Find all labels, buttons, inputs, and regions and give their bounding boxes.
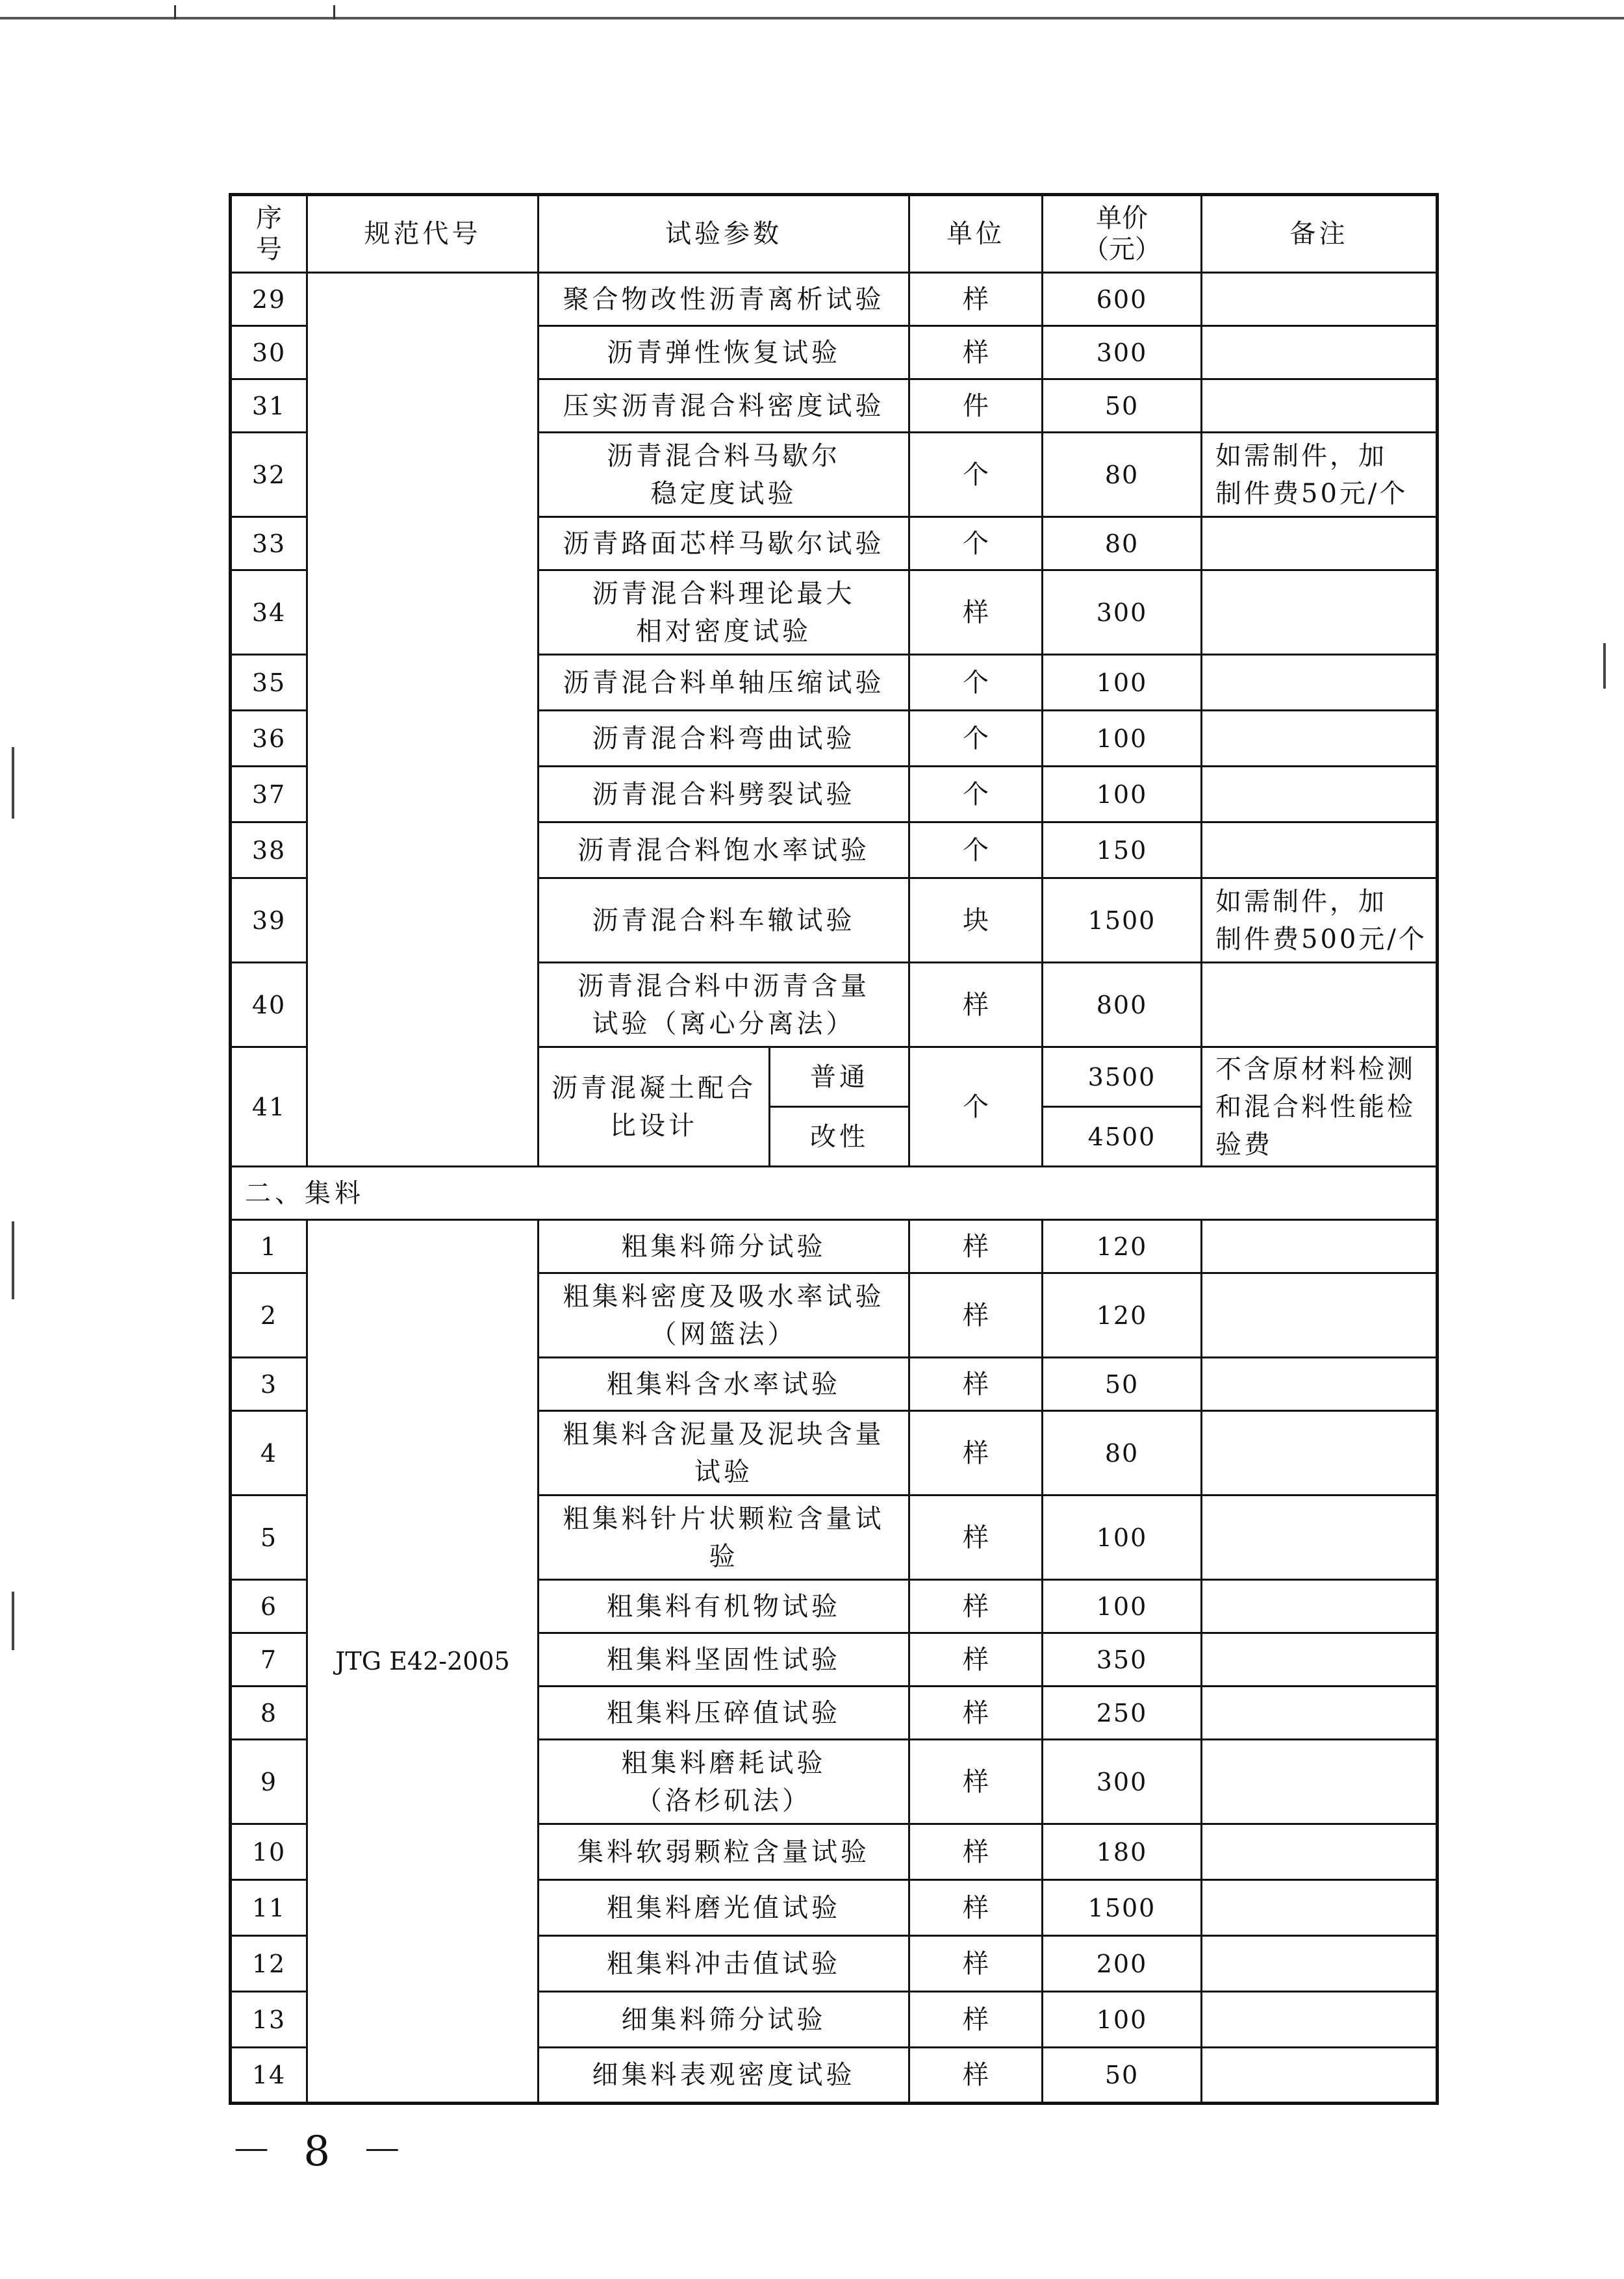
test-parameter: 沥青混合料理论最大 相对密度试验 <box>539 570 909 655</box>
scan-margin-mark <box>1603 643 1606 689</box>
unit-price: 300 <box>1043 570 1202 655</box>
unit-price: 120 <box>1043 1273 1202 1358</box>
table-row <box>231 1220 1438 1273</box>
note <box>1202 1273 1438 1358</box>
test-parameter: 粗集料磨光值试验 <box>539 1880 909 1936</box>
page-number: － 8 － <box>231 2128 412 2176</box>
test-parameter: 沥青混合料单轴压缩试验 <box>539 655 909 711</box>
section-title: 二、集料 <box>231 1167 1438 1220</box>
unit-price: 80 <box>1043 517 1202 570</box>
note <box>1202 1740 1438 1824</box>
unit: 样 <box>909 570 1043 655</box>
unit-price: 50 <box>1043 2048 1202 2104</box>
unit-price: 80 <box>1043 1411 1202 1496</box>
note <box>1202 1880 1438 1936</box>
scan-tick <box>333 5 335 19</box>
row-number: 5 <box>231 1496 307 1580</box>
unit: 个 <box>909 655 1043 711</box>
unit: 样 <box>909 963 1043 1047</box>
note: 不含原材料检测 和混合料性能检 验费 <box>1202 1047 1438 1167</box>
row-number: 12 <box>231 1936 307 1992</box>
unit-price: 600 <box>1043 273 1202 326</box>
unit: 样 <box>909 1220 1043 1273</box>
unit: 样 <box>909 1880 1043 1936</box>
row-number: 14 <box>231 2048 307 2104</box>
unit: 样 <box>909 1580 1043 1633</box>
unit: 样 <box>909 1740 1043 1824</box>
note <box>1202 1580 1438 1633</box>
test-parameter: 沥青混凝土配合 比设计 <box>539 1047 770 1167</box>
row-number: 11 <box>231 1880 307 1936</box>
unit: 样 <box>909 1687 1043 1740</box>
test-parameter: 粗集料压碎值试验 <box>539 1687 909 1740</box>
test-parameter: 沥青混合料饱水率试验 <box>539 822 909 878</box>
note <box>1202 570 1438 655</box>
test-parameter: 粗集料含水率试验 <box>539 1358 909 1411</box>
test-parameter: 细集料表观密度试验 <box>539 2048 909 2104</box>
test-parameter: 粗集料坚固性试验 <box>539 1633 909 1687</box>
unit: 样 <box>909 273 1043 326</box>
spec-code: JTG E42-2005 <box>307 1220 539 2104</box>
scan-margin-mark <box>12 747 14 819</box>
row-number: 9 <box>231 1740 307 1824</box>
scan-tick <box>174 5 176 19</box>
unit: 个 <box>909 1047 1043 1167</box>
note <box>1202 1220 1438 1273</box>
fee-table <box>229 193 1439 2105</box>
scan-margin-mark <box>12 1221 14 1299</box>
unit: 样 <box>909 1936 1043 1992</box>
note <box>1202 767 1438 822</box>
row-number: 35 <box>231 655 307 711</box>
unit-price: 100 <box>1043 1496 1202 1580</box>
unit-price: 1500 <box>1043 1880 1202 1936</box>
unit: 个 <box>909 822 1043 878</box>
note <box>1202 2048 1438 2104</box>
section-title-row <box>231 1167 1438 1220</box>
row-number: 1 <box>231 1220 307 1273</box>
unit: 样 <box>909 326 1043 379</box>
test-parameter: 粗集料含泥量及泥块含量 试验 <box>539 1411 909 1496</box>
test-parameter: 细集料筛分试验 <box>539 1992 909 2048</box>
unit: 块 <box>909 878 1043 963</box>
test-parameter: 沥青混合料中沥青含量 试验（离心分离法） <box>539 963 909 1047</box>
unit: 样 <box>909 1358 1043 1411</box>
header-seq: 序 号 <box>231 195 307 273</box>
note <box>1202 379 1438 433</box>
note <box>1202 1824 1438 1880</box>
row-number: 31 <box>231 379 307 433</box>
scan-margin-mark <box>12 1592 14 1650</box>
unit-price: 1500 <box>1043 878 1202 963</box>
unit-price: 100 <box>1043 1580 1202 1633</box>
header-row <box>231 195 1438 273</box>
unit-price: 50 <box>1043 379 1202 433</box>
note <box>1202 711 1438 767</box>
test-parameter: 粗集料筛分试验 <box>539 1220 909 1273</box>
row-number: 13 <box>231 1992 307 2048</box>
test-parameter: 沥青混合料马歇尔 稳定度试验 <box>539 433 909 517</box>
unit: 个 <box>909 433 1043 517</box>
row-number: 29 <box>231 273 307 326</box>
test-parameter: 压实沥青混合料密度试验 <box>539 379 909 433</box>
unit: 样 <box>909 1411 1043 1496</box>
sub-type: 改性 <box>770 1107 909 1167</box>
row-number: 37 <box>231 767 307 822</box>
unit-price: 50 <box>1043 1358 1202 1411</box>
row-number: 10 <box>231 1824 307 1880</box>
unit-price: 100 <box>1043 711 1202 767</box>
row-number: 32 <box>231 433 307 517</box>
note <box>1202 273 1438 326</box>
row-number: 8 <box>231 1687 307 1740</box>
test-parameter: 粗集料针片状颗粒含量试 验 <box>539 1496 909 1580</box>
unit-price: 350 <box>1043 1633 1202 1687</box>
spec-code <box>307 273 539 1167</box>
unit: 样 <box>909 1824 1043 1880</box>
unit-price: 100 <box>1043 767 1202 822</box>
note <box>1202 1687 1438 1740</box>
test-parameter: 沥青路面芯样马歇尔试验 <box>539 517 909 570</box>
unit-price: 250 <box>1043 1687 1202 1740</box>
unit-price: 300 <box>1043 326 1202 379</box>
row-number: 38 <box>231 822 307 878</box>
unit: 个 <box>909 517 1043 570</box>
note <box>1202 1496 1438 1580</box>
note <box>1202 1358 1438 1411</box>
row-number: 34 <box>231 570 307 655</box>
scan-edge-line <box>0 17 1624 19</box>
note <box>1202 326 1438 379</box>
note <box>1202 963 1438 1047</box>
unit: 件 <box>909 379 1043 433</box>
unit-price: 120 <box>1043 1220 1202 1273</box>
test-parameter: 粗集料密度及吸水率试验 （网篮法） <box>539 1273 909 1358</box>
test-parameter: 聚合物改性沥青离析试验 <box>539 273 909 326</box>
test-parameter: 粗集料磨耗试验 （洛杉矶法） <box>539 1740 909 1824</box>
test-parameter: 沥青混合料劈裂试验 <box>539 767 909 822</box>
test-parameter: 沥青混合料车辙试验 <box>539 878 909 963</box>
unit-price: 3500 <box>1043 1047 1202 1107</box>
unit-price: 100 <box>1043 1992 1202 2048</box>
unit: 个 <box>909 767 1043 822</box>
unit-price: 800 <box>1043 963 1202 1047</box>
row-number: 39 <box>231 878 307 963</box>
test-parameter: 粗集料冲击值试验 <box>539 1936 909 1992</box>
row-number: 33 <box>231 517 307 570</box>
unit: 样 <box>909 1633 1043 1687</box>
row-number: 41 <box>231 1047 307 1167</box>
test-parameter: 集料软弱颗粒含量试验 <box>539 1824 909 1880</box>
test-parameter: 沥青弹性恢复试验 <box>539 326 909 379</box>
unit-price: 200 <box>1043 1936 1202 1992</box>
note <box>1202 655 1438 711</box>
note <box>1202 1992 1438 2048</box>
unit: 个 <box>909 711 1043 767</box>
row-number: 6 <box>231 1580 307 1633</box>
note <box>1202 1936 1438 1992</box>
note: 如需制件，加 制件费50元/个 <box>1202 433 1438 517</box>
header-price: 单价 （元） <box>1043 195 1202 273</box>
unit-price: 300 <box>1043 1740 1202 1824</box>
note <box>1202 822 1438 878</box>
unit-price: 150 <box>1043 822 1202 878</box>
row-number: 4 <box>231 1411 307 1496</box>
note <box>1202 1633 1438 1687</box>
unit-price: 100 <box>1043 655 1202 711</box>
note <box>1202 1411 1438 1496</box>
unit-price: 4500 <box>1043 1107 1202 1167</box>
row-number: 40 <box>231 963 307 1047</box>
table-row <box>231 273 1438 326</box>
test-parameter: 粗集料有机物试验 <box>539 1580 909 1633</box>
unit: 样 <box>909 1992 1043 2048</box>
row-number: 2 <box>231 1273 307 1358</box>
note <box>1202 517 1438 570</box>
row-number: 30 <box>231 326 307 379</box>
header-note: 备注 <box>1202 195 1438 273</box>
unit-price: 80 <box>1043 433 1202 517</box>
sub-type: 普通 <box>770 1047 909 1107</box>
header-param: 试验参数 <box>539 195 909 273</box>
test-parameter: 沥青混合料弯曲试验 <box>539 711 909 767</box>
header-spec: 规范代号 <box>307 195 539 273</box>
unit: 样 <box>909 2048 1043 2104</box>
row-number: 36 <box>231 711 307 767</box>
row-number: 7 <box>231 1633 307 1687</box>
row-number: 3 <box>231 1358 307 1411</box>
note: 如需制件，加 制件费500元/个 <box>1202 878 1438 963</box>
header-unit: 单位 <box>909 195 1043 273</box>
unit: 样 <box>909 1273 1043 1358</box>
unit-price: 180 <box>1043 1824 1202 1880</box>
unit: 样 <box>909 1496 1043 1580</box>
